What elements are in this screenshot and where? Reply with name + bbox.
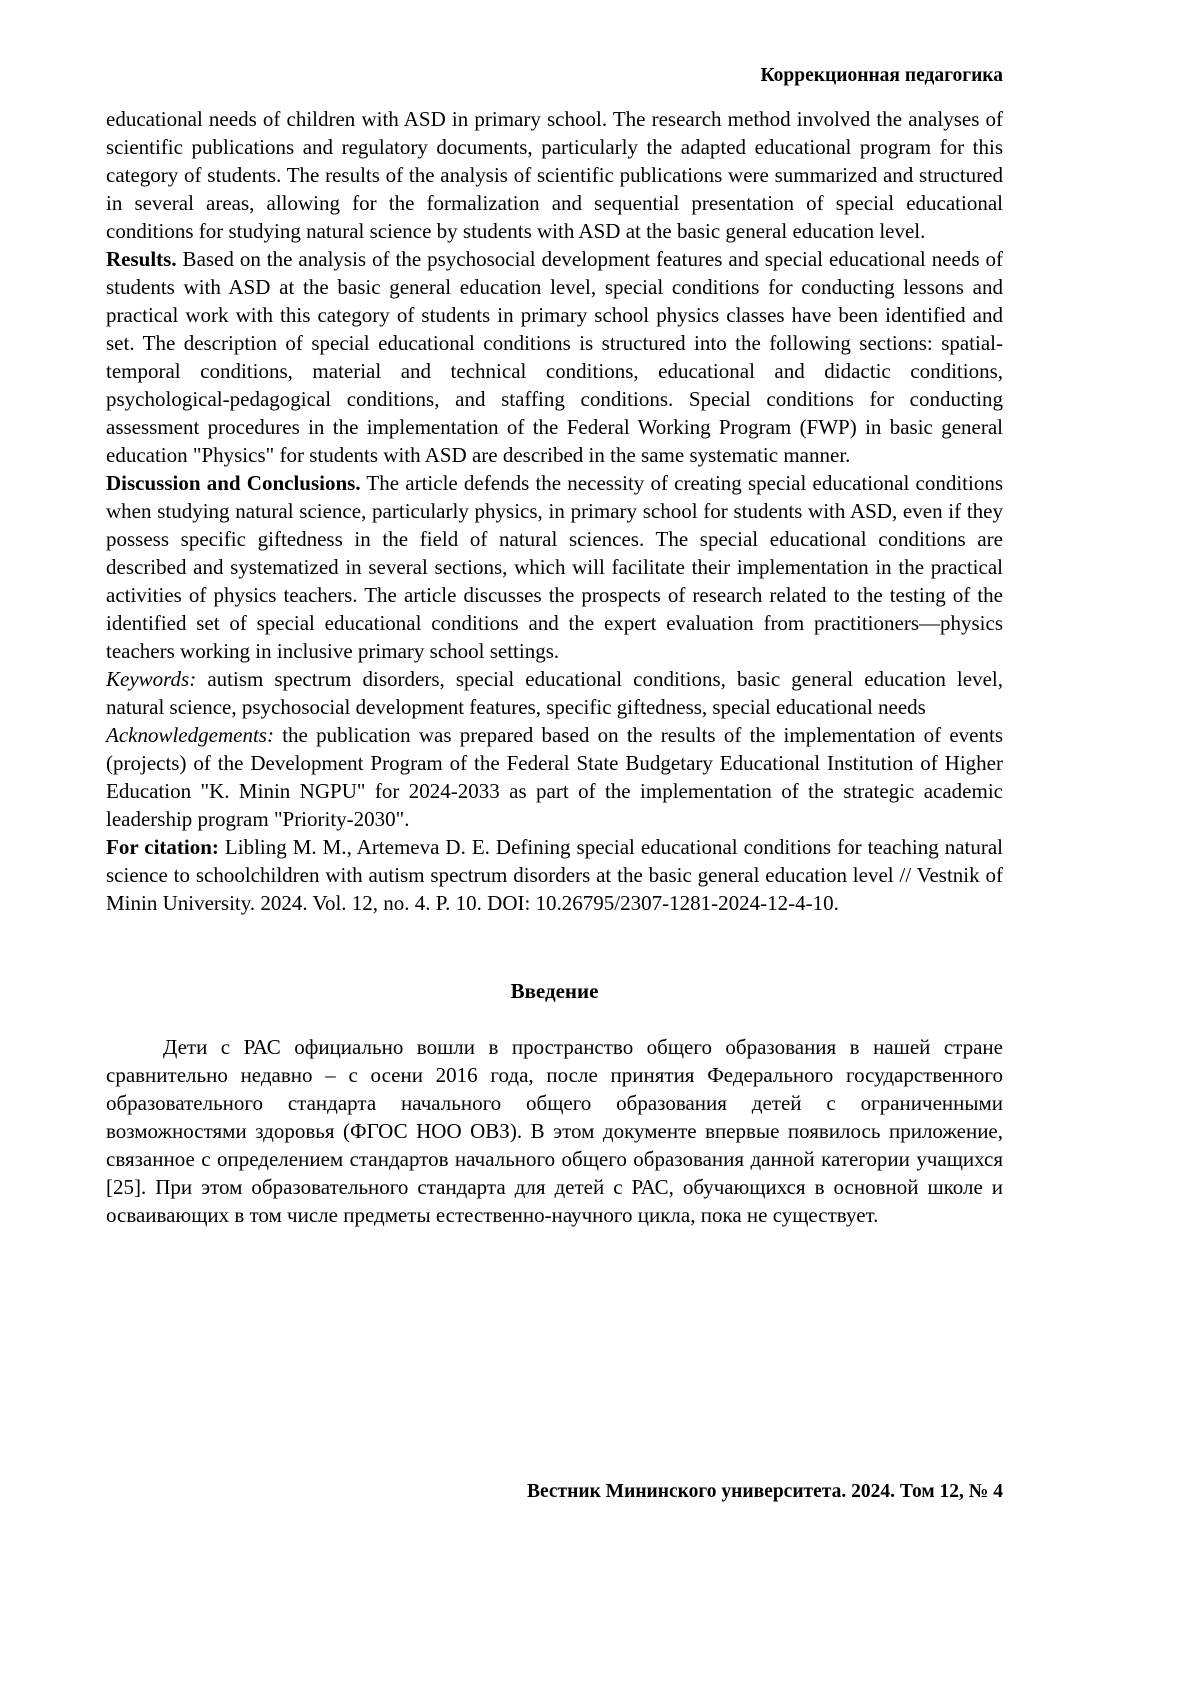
- page-footer: [106, 1478, 1003, 1506]
- discussion-label: Discussion and Conclusions.: [106, 471, 361, 495]
- running-head-text: Коррекционная педагогика: [760, 65, 1003, 86]
- keywords-label: Keywords:: [106, 667, 197, 691]
- running-head: [106, 62, 1003, 90]
- keywords-paragraph: [106, 665, 1003, 721]
- text-run: the publication was prepared based on the results of the implementation of events (projects) of the Development Program of the Federal State Budgetary Educational Institution of Higher Education "K. Minin NGPU" for 2024-2033 as part of the implementation of the strategic academic leadership program "Priority-2030".: [106, 723, 1003, 831]
- text-run: autism spectrum disorders, special educational conditions, basic general education level, natural science, psychosocial development features, specific giftedness, special educational needs: [106, 667, 1003, 719]
- text-run: Libling M. M., Artemeva D. E. Defining special educational conditions for teaching natural science to schoolchildren with autism spectrum disorders at the basic general education level // Vestnik of Minin University. 2024. Vol. 12, no. 4. P. 10. DOI: 10.26795/2307-1281-2024-12-4-10.: [106, 835, 1003, 915]
- abstract-method-paragraph: [106, 105, 1003, 245]
- page-footer-text: Вестник Мининского университета. 2024. Том 12, № 4: [526, 1481, 1003, 1502]
- text-run: Based on the analysis of the psychosocial development features and special educational needs of students with ASD at the basic general education level, special conditions for conducting lessons and practical work with this category of students in primary school physics classes have been identified and set. The description of special educational conditions is structured into the following sections: spatial-temporal conditions, material and technical conditions, educational and didactic conditions, psychological-pedagogical conditions, and staffing conditions. Special conditions for conducting assessment procedures in the implementation of the Federal Working Program (FWP) in basic general education "Physics" for students with ASD are described in the same systematic manner.: [106, 247, 1003, 467]
- abstract-results-paragraph: [106, 245, 1003, 469]
- acknowledgements-paragraph: [106, 721, 1003, 833]
- abstract-discussion-paragraph: [106, 469, 1003, 665]
- results-label: Results.: [106, 247, 177, 271]
- introduction-paragraph: [106, 1033, 1003, 1229]
- acknowledgements-label: Acknowledgements:: [106, 723, 274, 747]
- citation-paragraph: [106, 833, 1003, 917]
- text-run: Дети с РАС официально вошли в пространство общего образования в нашей стране сравнительно недавно – с осени 2016 года, после принятия Федерального государственного образовательного стандарта начального общего образования детей с ограниченными возможностями здоровья (ФГОС НОО ОВЗ). В этом документе впервые появилось приложение, связанное с определением стандартов начального общего образования данной категории учащихся [25]. При этом образовательного стандарта для детей с РАС, обучающихся в основной школе и осваивающих в том числе предметы естественно-научного цикла, пока не существует.: [106, 1035, 1003, 1227]
- text-run: educational needs of children with ASD in primary school. The research method involved the analyses of scientific publications and regulatory documents, particularly the adapted educational program for this category of students. The results of the analysis of scientific publications were summarized and structured in several areas, allowing for the formalization and sequential presentation of special educational conditions for studying natural science by students with ASD at the basic general education level.: [106, 107, 1003, 243]
- citation-label: For citation:: [106, 835, 219, 859]
- text-run: The article defends the necessity of creating special educational conditions when studying natural science, particularly physics, in primary school for students with ASD, even if they possess specific giftedness in the field of natural sciences. The special educational conditions are described and systematized in several sections, which will facilitate their implementation in the practical activities of physics teachers. The article discusses the prospects of research related to the testing of the identified set of special educational conditions and the expert evaluation from practitioners—physics teachers working in inclusive primary school settings.: [106, 471, 1003, 663]
- introduction-heading: Введение: [510, 979, 599, 1003]
